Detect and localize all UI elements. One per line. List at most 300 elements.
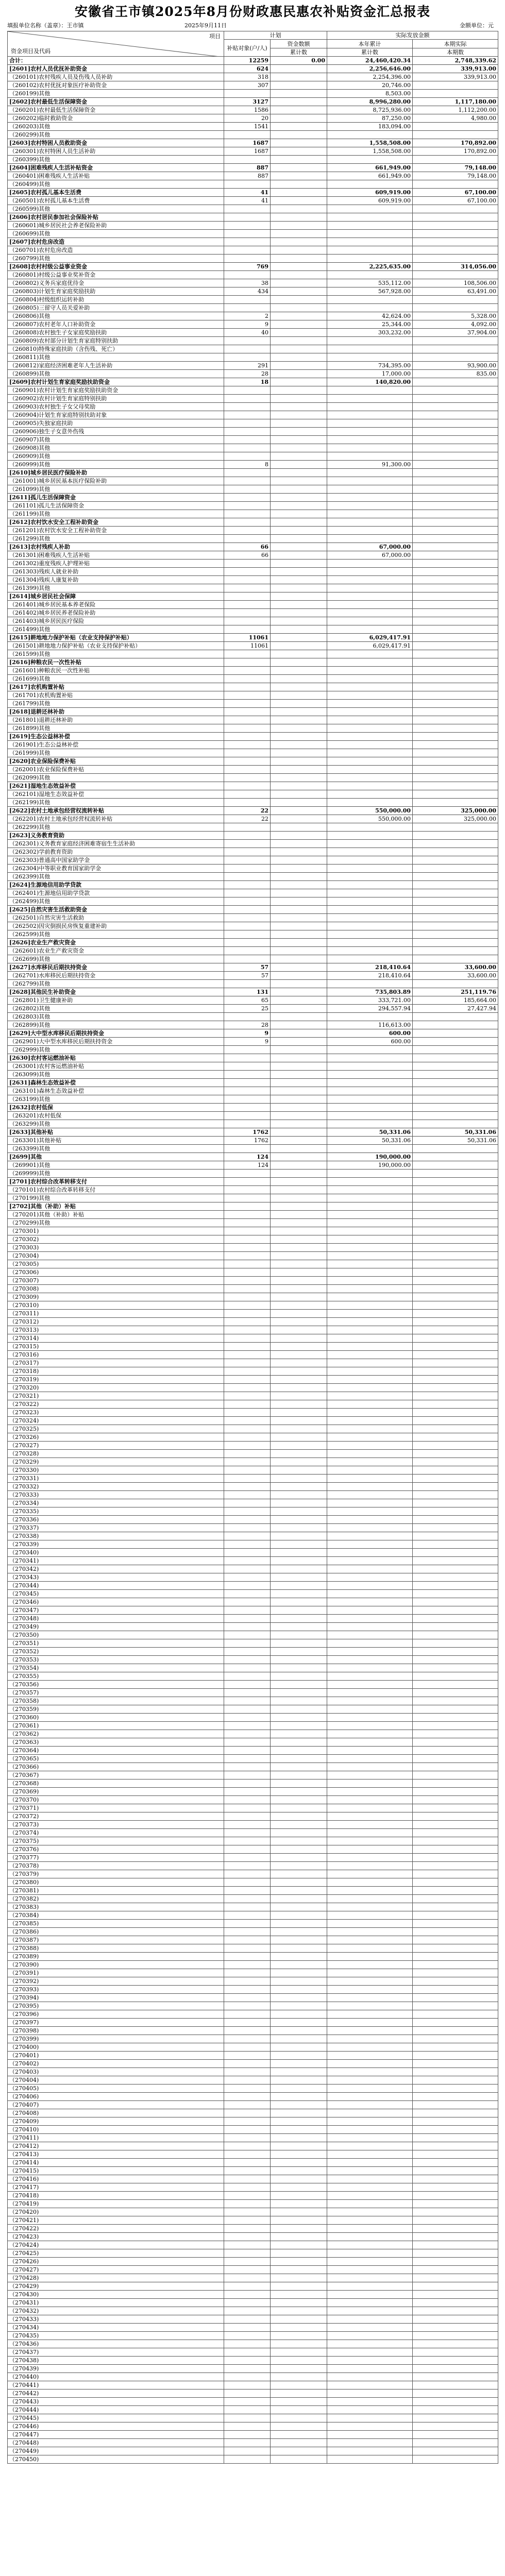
row-empty-cell (413, 2183, 498, 2192)
row-households: 2 (224, 312, 271, 320)
row-item-name: [2624]生源地信用助学贷款 (8, 881, 224, 889)
row-item-name: （270345) (8, 1590, 224, 1598)
row-empty-cell (413, 2109, 498, 2117)
row-empty-cell (224, 1639, 271, 1648)
row-item-name: （260807)农村老年人口补助资金 (8, 320, 224, 329)
row-empty-cell (224, 2431, 271, 2439)
table-row (8, 1450, 498, 1458)
row-this-month (413, 1178, 498, 1186)
row-empty-cell (271, 1821, 327, 1829)
table-row (8, 2282, 498, 2291)
row-this-month: 50,331.06 (413, 1128, 498, 1137)
row-item-name: [2620]农业保险保费补贴 (8, 757, 224, 766)
row-this-month (413, 411, 498, 419)
table-row (8, 1969, 498, 1977)
row-plan-amount (271, 1005, 327, 1013)
row-item-name: （270438) (8, 2357, 224, 2365)
row-empty-cell (413, 2002, 498, 2010)
row-item-name: （261601)种粮农民一次性补贴 (8, 667, 224, 675)
row-empty-cell (224, 2299, 271, 2307)
row-item-name: [2631]森林生态效益补偿 (8, 1079, 224, 1087)
header-actual-group: 实际发放金额 (327, 31, 498, 40)
row-empty-cell (271, 2406, 327, 2414)
row-empty-cell (224, 2043, 271, 2052)
row-empty-cell (224, 2068, 271, 2076)
row-empty-cell (271, 1606, 327, 1615)
row-empty-cell (271, 1763, 327, 1771)
row-plan-amount (271, 1137, 327, 1145)
row-item-name: [2627]水库移民后期扶持资金 (8, 963, 224, 972)
row-item-name: （260701)农村危房改造 (8, 246, 224, 255)
table-row (8, 1417, 498, 1425)
row-item-name: （270331) (8, 1475, 224, 1483)
row-empty-cell (327, 2167, 413, 2175)
row-this-month (413, 560, 498, 568)
table-row (8, 658, 498, 667)
header-this-month: 本期实际 (413, 40, 498, 48)
row-empty-cell (413, 1911, 498, 1920)
row-cumulative (327, 873, 413, 881)
row-item-name: （270346) (8, 1598, 224, 1606)
table-row (8, 1903, 498, 1911)
row-plan-amount (271, 444, 327, 452)
row-empty-cell (271, 1466, 327, 1475)
row-plan-amount (271, 716, 327, 724)
row-empty-cell (224, 1573, 271, 1582)
row-item-name: （270447) (8, 2431, 224, 2439)
table-row (8, 2225, 498, 2233)
total-cumulative: 24,460,420.34 (327, 57, 413, 65)
row-empty-cell (413, 2266, 498, 2274)
row-empty-cell (224, 1837, 271, 1845)
row-cumulative (327, 411, 413, 419)
row-empty-cell (327, 2282, 413, 2291)
row-plan-amount (271, 1161, 327, 1170)
row-empty-cell (413, 2142, 498, 2150)
row-empty-cell (413, 2093, 498, 2101)
row-empty-cell (271, 1664, 327, 1672)
row-empty-cell (413, 2357, 498, 2365)
row-plan-amount (271, 1186, 327, 1194)
row-empty-cell (271, 1829, 327, 1837)
row-households (224, 1120, 271, 1128)
table-row (8, 1194, 498, 1202)
table-row (8, 287, 498, 296)
row-empty-cell (271, 1623, 327, 1631)
row-empty-cell (413, 1986, 498, 1994)
row-households (224, 741, 271, 749)
row-plan-amount (271, 757, 327, 766)
row-this-month (413, 724, 498, 733)
row-empty-cell (413, 1334, 498, 1343)
row-empty-cell (271, 2282, 327, 2291)
row-item-name: （270316) (8, 1351, 224, 1359)
row-item-name: （270437) (8, 2348, 224, 2357)
row-item-name: （270413) (8, 2150, 224, 2159)
row-empty-cell (413, 2315, 498, 2324)
table-row (8, 856, 498, 865)
row-households (224, 1013, 271, 1021)
header-corner-label: 项目 (209, 33, 221, 40)
table-row (8, 147, 498, 156)
table-row (8, 963, 498, 972)
row-households: 624 (224, 65, 271, 73)
row-item-name: [2613]农村残疾人补助 (8, 543, 224, 551)
row-item-name: （261499)其他 (8, 625, 224, 634)
row-households (224, 1087, 271, 1095)
row-empty-cell (224, 1384, 271, 1392)
row-item-name: （270414) (8, 2159, 224, 2167)
row-empty-cell (413, 1466, 498, 1475)
table-row (8, 922, 498, 930)
row-households (224, 592, 271, 601)
row-empty-cell (224, 1343, 271, 1351)
row-item-name: （270339) (8, 1540, 224, 1549)
row-item-name: [2618]退耕还林补助 (8, 708, 224, 716)
row-empty-cell (413, 2398, 498, 2406)
row-empty-cell (327, 2299, 413, 2307)
row-empty-cell (327, 1796, 413, 1804)
row-households: 57 (224, 972, 271, 980)
table-row (8, 1062, 498, 1071)
row-item-name: （270344) (8, 1582, 224, 1590)
table-row (8, 1145, 498, 1153)
row-this-month: 314,056.00 (413, 263, 498, 271)
row-this-month (413, 634, 498, 642)
row-households (224, 691, 271, 700)
row-empty-cell (271, 1738, 327, 1747)
table-row (8, 1681, 498, 1689)
row-households (224, 980, 271, 988)
table-row (8, 1227, 498, 1235)
row-households (224, 832, 271, 840)
table-row (8, 996, 498, 1005)
row-empty-cell (327, 1384, 413, 1392)
row-this-month (413, 90, 498, 98)
row-cumulative: 67,000.00 (327, 543, 413, 551)
table-row (8, 1268, 498, 1277)
row-cumulative: 87,250.00 (327, 114, 413, 123)
row-households (224, 1071, 271, 1079)
row-households (224, 1186, 271, 1194)
row-cumulative (327, 222, 413, 230)
row-item-name: （263099)其他 (8, 1071, 224, 1079)
row-empty-cell (327, 1911, 413, 1920)
row-empty-cell (327, 1409, 413, 1417)
row-item-name: （261801)退耕还林补助 (8, 716, 224, 724)
row-empty-cell (224, 2027, 271, 2035)
row-item-name: （260805)三留守人员关爱补助 (8, 304, 224, 312)
row-plan-amount (271, 477, 327, 485)
row-this-month (413, 1211, 498, 1219)
row-empty-cell (224, 2365, 271, 2373)
row-households (224, 337, 271, 345)
row-households (224, 790, 271, 799)
row-item-name: （270400) (8, 2043, 224, 2052)
row-empty-cell (271, 1722, 327, 1730)
row-item-name: （270364) (8, 1747, 224, 1755)
table-row (8, 1367, 498, 1376)
table-row (8, 2126, 498, 2134)
row-households (224, 469, 271, 477)
table-row (8, 2241, 498, 2249)
row-plan-amount (271, 353, 327, 362)
row-empty-cell (271, 2274, 327, 2282)
row-item-name: （262304)中等职业教育国家助学金 (8, 865, 224, 873)
row-cumulative (327, 230, 413, 238)
row-item-name: （270424) (8, 2241, 224, 2249)
row-this-month: 108,506.00 (413, 279, 498, 287)
row-this-month (413, 840, 498, 848)
row-empty-cell (413, 1920, 498, 1928)
row-empty-cell (271, 1755, 327, 1763)
table-row (8, 1606, 498, 1615)
row-plan-amount (271, 766, 327, 774)
table-row (8, 2027, 498, 2035)
row-item-name: （270321) (8, 1392, 224, 1400)
row-empty-cell (327, 2093, 413, 2101)
row-empty-cell (224, 1392, 271, 1400)
row-cumulative (327, 156, 413, 164)
row-empty-cell (271, 1409, 327, 1417)
row-empty-cell (327, 2340, 413, 2348)
table-row (8, 1409, 498, 1417)
row-empty-cell (224, 1648, 271, 1656)
row-empty-cell (413, 1747, 498, 1755)
row-empty-cell (271, 2175, 327, 2183)
row-households (224, 625, 271, 634)
row-this-month (413, 527, 498, 535)
row-item-name: （260699)其他 (8, 230, 224, 238)
table-row (8, 180, 498, 189)
row-households (224, 930, 271, 939)
row-empty-cell (413, 1829, 498, 1837)
row-empty-cell (224, 2422, 271, 2431)
row-plan-amount (271, 700, 327, 708)
row-cumulative (327, 345, 413, 353)
row-plan-amount (271, 535, 327, 543)
row-empty-cell (271, 2208, 327, 2216)
table-row (8, 2084, 498, 2093)
row-cumulative (327, 238, 413, 246)
row-households (224, 255, 271, 263)
row-cumulative (327, 856, 413, 865)
row-this-month: 5,328.00 (413, 312, 498, 320)
row-empty-cell (413, 1936, 498, 1944)
row-empty-cell (327, 1738, 413, 1747)
table-row (8, 1714, 498, 1722)
row-empty-cell (224, 1301, 271, 1310)
row-plan-amount (271, 955, 327, 963)
row-households: 9 (224, 1029, 271, 1038)
table-row (8, 1235, 498, 1244)
table-row (8, 1532, 498, 1540)
row-empty-cell (413, 1722, 498, 1730)
table-row (8, 1071, 498, 1079)
row-item-name: （261799)其他 (8, 700, 224, 708)
row-empty-cell (224, 1656, 271, 1664)
table-row (8, 279, 498, 287)
table-row (8, 1475, 498, 1483)
row-item-name: （262799)其他 (8, 980, 224, 988)
row-empty-cell (327, 2126, 413, 2134)
row-empty-cell (413, 2274, 498, 2282)
row-item-name: （260904)计划生育家庭特别扶助对象 (8, 411, 224, 419)
row-this-month (413, 205, 498, 213)
row-cumulative (327, 485, 413, 494)
row-empty-cell (327, 2101, 413, 2109)
row-item-name: [2610]城乡居民医疗保险补助 (8, 469, 224, 477)
row-plan-amount (271, 362, 327, 370)
row-empty-cell (271, 1681, 327, 1689)
table-row (8, 1079, 498, 1087)
row-empty-cell (224, 1433, 271, 1442)
table-row (8, 1911, 498, 1920)
table-row (8, 1483, 498, 1491)
table-row (8, 749, 498, 757)
row-item-name: （270404) (8, 2076, 224, 2084)
row-item-name: [2608]农村村级公益事业资金 (8, 263, 224, 271)
row-cumulative (327, 1013, 413, 1021)
table-row (8, 642, 498, 650)
total-label: 合计： (8, 57, 224, 65)
row-empty-cell (413, 1862, 498, 1870)
row-empty-cell (224, 1483, 271, 1491)
row-this-month (413, 708, 498, 716)
row-households: 65 (224, 996, 271, 1005)
table-row (8, 584, 498, 592)
table-row (8, 1285, 498, 1293)
row-empty-cell (271, 1450, 327, 1458)
row-cumulative (327, 592, 413, 601)
row-empty-cell (224, 2282, 271, 2291)
row-empty-cell (327, 1359, 413, 1367)
table-row (8, 1928, 498, 1936)
row-item-name: （270441) (8, 2381, 224, 2389)
row-empty-cell (271, 1491, 327, 1499)
row-plan-amount (271, 1104, 327, 1112)
row-empty-cell (224, 1977, 271, 1986)
row-empty-cell (224, 1252, 271, 1260)
row-plan-amount (271, 213, 327, 222)
row-cumulative (327, 494, 413, 502)
row-cumulative: 42,624.00 (327, 312, 413, 320)
row-empty-cell (224, 2101, 271, 2109)
row-cumulative: 140,820.00 (327, 378, 413, 386)
row-empty-cell (327, 1417, 413, 1425)
row-cumulative: 735,803.89 (327, 988, 413, 996)
table-row (8, 2117, 498, 2126)
row-this-month (413, 675, 498, 683)
row-empty-cell (224, 2192, 271, 2200)
row-item-name: （270448) (8, 2439, 224, 2447)
row-empty-cell (224, 2439, 271, 2447)
row-item-name: （270372) (8, 1812, 224, 1821)
row-empty-cell (413, 1499, 498, 1507)
row-item-name: （260903)农村独生子女父母奖励 (8, 403, 224, 411)
row-empty-cell (413, 1483, 498, 1491)
row-plan-amount (271, 914, 327, 922)
row-empty-cell (271, 1953, 327, 1961)
row-empty-cell (327, 1433, 413, 1442)
row-empty-cell (413, 2439, 498, 2447)
row-cumulative: 600.00 (327, 1038, 413, 1046)
row-empty-cell (224, 2455, 271, 2464)
row-empty-cell (224, 2175, 271, 2183)
table-row (8, 2422, 498, 2431)
row-empty-cell (271, 2150, 327, 2159)
table-row (8, 345, 498, 353)
row-households: 57 (224, 963, 271, 972)
row-plan-amount (271, 667, 327, 675)
total-households: 12259 (224, 57, 271, 65)
row-empty-cell (327, 1343, 413, 1351)
row-empty-cell (271, 2159, 327, 2167)
row-plan-amount (271, 741, 327, 749)
table-row (8, 1021, 498, 1029)
row-cumulative (327, 625, 413, 634)
row-empty-cell (271, 1433, 327, 1442)
row-plan-amount (271, 147, 327, 156)
row-households (224, 428, 271, 436)
row-empty-cell (327, 1747, 413, 1755)
row-empty-cell (271, 1845, 327, 1854)
table-row (8, 617, 498, 625)
row-plan-amount (271, 197, 327, 205)
row-households: 1541 (224, 123, 271, 131)
table-row (8, 2447, 498, 2455)
row-empty-cell (327, 1400, 413, 1409)
row-plan-amount (271, 395, 327, 403)
row-empty-cell (224, 2183, 271, 2192)
row-empty-cell (224, 1376, 271, 1384)
row-empty-cell (271, 2101, 327, 2109)
row-cumulative (327, 1087, 413, 1095)
row-empty-cell (271, 2019, 327, 2027)
row-item-name: （270328) (8, 1450, 224, 1458)
row-empty-cell (224, 2052, 271, 2060)
row-empty-cell (271, 1573, 327, 1582)
row-cumulative: 609,919.00 (327, 197, 413, 205)
row-empty-cell (413, 1697, 498, 1705)
row-this-month (413, 1104, 498, 1112)
row-plan-amount (271, 65, 327, 73)
row-empty-cell (224, 1664, 271, 1672)
row-item-name: （270352) (8, 1648, 224, 1656)
table-row (8, 1029, 498, 1038)
row-empty-cell (327, 2291, 413, 2299)
row-empty-cell (413, 1417, 498, 1425)
row-empty-cell (224, 1293, 271, 1301)
row-item-name: （263299)其他 (8, 1120, 224, 1128)
row-item-name: （270422) (8, 2225, 224, 2233)
row-this-month (413, 213, 498, 222)
row-this-month (413, 584, 498, 592)
row-this-month (413, 889, 498, 897)
row-households (224, 782, 271, 790)
row-empty-cell (271, 2142, 327, 2150)
row-plan-amount (271, 1029, 327, 1038)
row-households (224, 156, 271, 164)
row-empty-cell (413, 1343, 498, 1351)
row-plan-amount (271, 889, 327, 897)
row-this-month (413, 502, 498, 510)
row-households (224, 1054, 271, 1062)
table-row (8, 832, 498, 840)
table-row (8, 2019, 498, 2027)
row-cumulative (327, 1095, 413, 1104)
row-cumulative (327, 1194, 413, 1202)
